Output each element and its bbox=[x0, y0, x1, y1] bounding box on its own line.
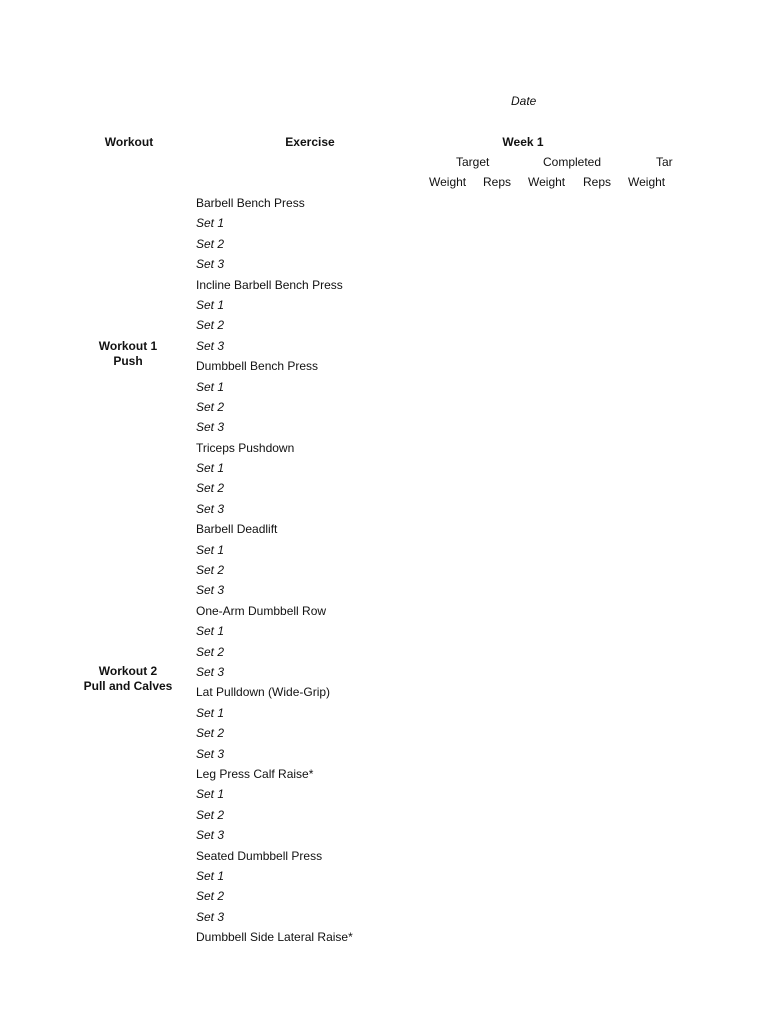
exercise-row: Leg Press Calf Raise* bbox=[196, 766, 314, 781]
completed-weight-header: Weight bbox=[528, 175, 566, 189]
exercise-row: Dumbbell Side Lateral Raise* bbox=[196, 930, 353, 945]
set-row: Set 2 bbox=[196, 807, 225, 822]
set-row: Set 3 bbox=[196, 909, 225, 924]
set-row: Set 2 bbox=[196, 236, 225, 251]
set-row: Set 1 bbox=[196, 787, 225, 802]
set-row: Set 3 bbox=[196, 664, 225, 679]
set-row: Set 2 bbox=[196, 644, 225, 659]
target-subheader-cut: Tar bbox=[656, 155, 673, 169]
exercise-row: Barbell Bench Press bbox=[196, 196, 305, 210]
workout-group-title: Workout 2 bbox=[98, 664, 158, 678]
workout-group-title: Workout 1 bbox=[98, 339, 158, 353]
set-row: Set 3 bbox=[196, 420, 225, 435]
set-row: Set 1 bbox=[196, 705, 225, 720]
set-row: Set 2 bbox=[196, 481, 225, 496]
set-row: Set 3 bbox=[196, 501, 225, 516]
workout-group-label bbox=[73, 339, 183, 369]
workout-group-subtitle: Push bbox=[113, 354, 143, 368]
set-row: Set 3 bbox=[196, 583, 225, 598]
set-row: Set 3 bbox=[196, 257, 225, 272]
set-row: Set 2 bbox=[196, 563, 225, 578]
set-row: Set 3 bbox=[196, 746, 225, 761]
exercise-row: Barbell Deadlift bbox=[196, 522, 278, 537]
set-row: Set 3 bbox=[196, 338, 225, 353]
exercise-column-header: Exercise bbox=[285, 135, 335, 149]
set-row: Set 1 bbox=[196, 297, 225, 312]
exercise-row: Incline Barbell Bench Press bbox=[196, 277, 343, 292]
set-row: Set 3 bbox=[196, 828, 225, 843]
workout-column-header: Workout bbox=[104, 135, 154, 149]
set-row: Set 1 bbox=[196, 542, 225, 557]
target-subheader: Target bbox=[456, 155, 490, 169]
set-row: Set 2 bbox=[196, 889, 225, 904]
workout-group-label bbox=[73, 664, 183, 694]
exercise-row: Triceps Pushdown bbox=[196, 440, 295, 455]
target-reps-header: Reps bbox=[483, 175, 512, 189]
exercise-list bbox=[196, 195, 353, 949]
completed-subheader: Completed bbox=[543, 155, 602, 169]
exercise-row: Dumbbell Bench Press bbox=[196, 359, 319, 374]
date-label: Date bbox=[511, 94, 537, 108]
exercise-row: One-Arm Dumbbell Row bbox=[196, 603, 327, 618]
workout-group-subtitle: Pull and Calves bbox=[83, 679, 173, 693]
exercise-row: Lat Pulldown (Wide-Grip) bbox=[196, 685, 331, 700]
next-target-weight-header: Weight bbox=[628, 175, 666, 189]
set-row: Set 2 bbox=[196, 399, 225, 414]
set-row: Set 1 bbox=[196, 624, 225, 639]
set-row: Set 2 bbox=[196, 318, 225, 333]
week-column-header: Week 1 bbox=[502, 135, 544, 149]
target-weight-header: Weight bbox=[429, 175, 467, 189]
set-row: Set 2 bbox=[196, 726, 225, 741]
set-row: Set 1 bbox=[196, 379, 225, 394]
set-row: Set 1 bbox=[196, 216, 225, 231]
completed-reps-header: Reps bbox=[583, 175, 612, 189]
set-row: Set 1 bbox=[196, 461, 225, 476]
set-row: Set 1 bbox=[196, 868, 225, 883]
exercise-row: Seated Dumbbell Press bbox=[196, 848, 323, 863]
